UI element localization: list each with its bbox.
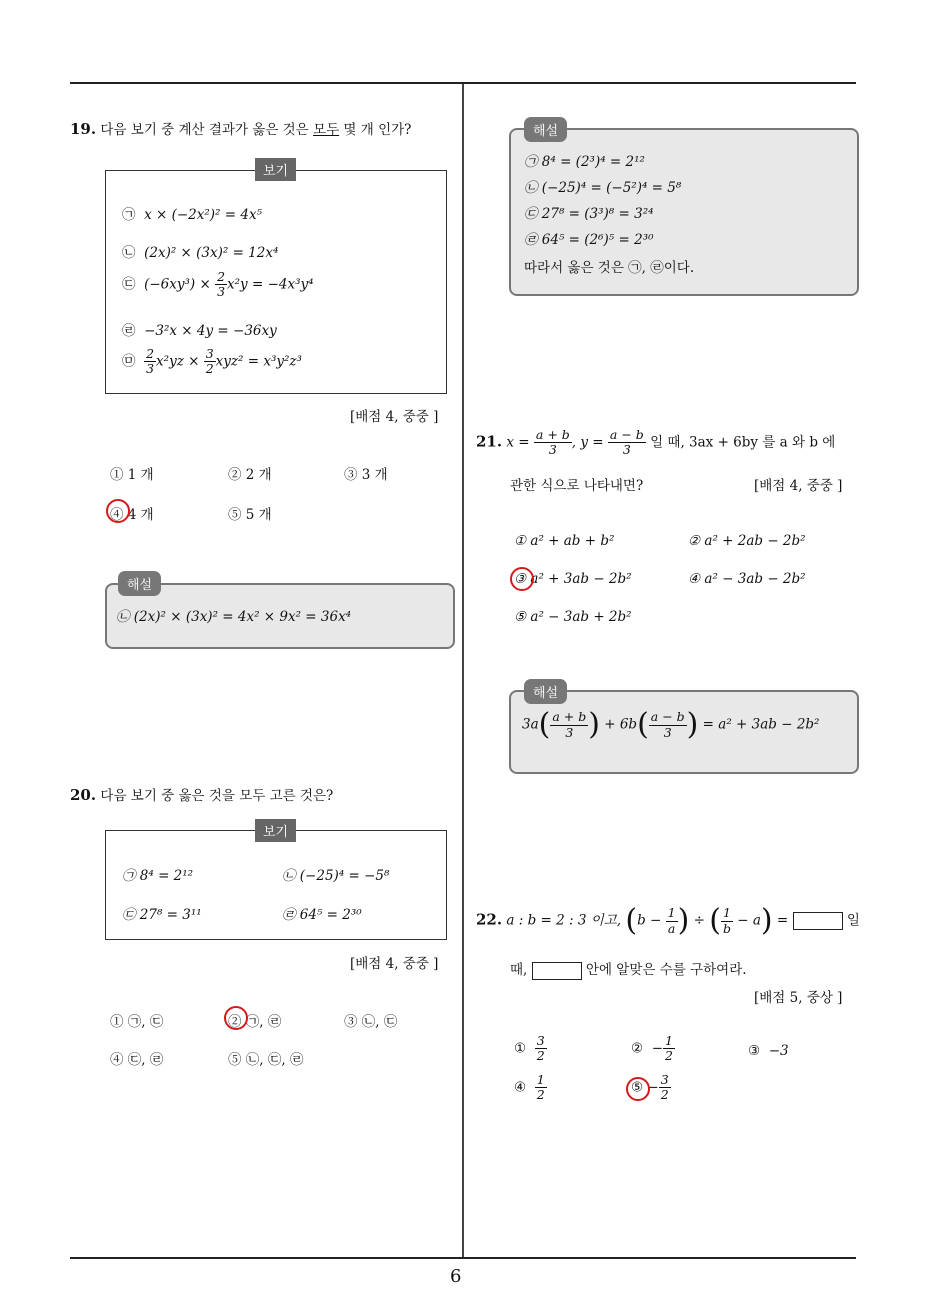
q22-choice-1[interactable]: ① $\frac{3}{2}$ — [514, 1033, 545, 1064]
q19-item-2: ㉡ (2x)² × (3x)² = 12x⁴ — [122, 245, 279, 261]
q20-answer-circle — [224, 1006, 248, 1030]
q20-solution-line-1: ㉠ 8⁴ = (2³)⁴ = 2¹² — [524, 154, 645, 170]
q20-choice-3[interactable]: ③ ㉡, ㉢ — [344, 1014, 398, 1030]
q21-choice-4[interactable]: ④ a² − 3ab − 2b² — [688, 571, 806, 587]
q20-solution-conclusion: 따라서 옳은 것은 ㉠, ㉣이다. — [524, 260, 695, 276]
q19-choice-5[interactable]: ⑤ 5 개 — [228, 507, 272, 523]
q19-item-3: ㉢ (−6xy³) × $\frac{2}{3}$ x²y = −4x³y⁴ — [122, 269, 314, 300]
q19-choice-4[interactable]: ④ 4 개 — [110, 507, 154, 523]
q22-choice-3[interactable]: ③ −3 — [748, 1043, 789, 1059]
q20-choice-4[interactable]: ④ ㉢, ㉣ — [110, 1052, 164, 1068]
q19-item-1: ㉠ x × (−2x²)² = 4x⁵ — [122, 207, 262, 223]
q20-box-label: 보기 — [255, 819, 296, 842]
q21-choice-2[interactable]: ② a² + 2ab − 2b² — [688, 533, 806, 549]
column-divider — [462, 84, 464, 1258]
q21-y-fraction: $\frac{a - b}{3}$ — [609, 427, 644, 458]
q21-answer-circle — [510, 567, 534, 591]
q21-x-fraction: $\frac{a + b}{3}$ — [535, 427, 570, 458]
q20-example-box — [105, 830, 447, 940]
q22-number: 22. — [476, 910, 503, 929]
q21-number: 21. — [476, 432, 503, 451]
q20-item-2: ㉡ (−25)⁴ = −5⁸ — [282, 868, 390, 884]
q20-solution-line-2: ㉡ (−25)⁴ = (−5²)⁴ = 5⁸ — [524, 180, 682, 196]
q20-score: [배점 4, 중중 ] — [350, 956, 439, 972]
q19-item-3-fraction: $\frac{2}{3}$ — [217, 269, 226, 300]
q20-item-4: ㉣ 64⁵ = 2³⁰ — [282, 907, 362, 923]
q21-question-line-1: 21. x = $\frac{a + b}{3}$ , y = $\frac{a - b}{3}$ 일 때, 3ax + 6by 를 a 와 b 에 — [476, 427, 836, 458]
q22-answer-blank-2[interactable] — [532, 962, 582, 980]
q21-choice-1[interactable]: ① a² + ab + b² — [514, 533, 615, 549]
q21-question-line-2: 관한 식으로 나타내면? — [510, 478, 644, 494]
q22-question-line-2: 때, 안에 알맞은 수를 구하여라. — [510, 962, 747, 978]
q22-choice-4[interactable]: ④ $\frac{1}{2}$ — [514, 1072, 545, 1103]
q21-solution-expr: 3a( $\frac{a + b}{3}$ ) + 6b( $\frac{a - b}{3}$ ) = a² + 3ab − 2b² — [522, 707, 820, 742]
q19-solution-text: ㉡ (2x)² × (3x)² = 4x² × 9x² = 36x⁴ — [116, 609, 352, 625]
q19-text-underline: 모두 — [313, 122, 340, 138]
q22-answer-blank[interactable] — [793, 912, 843, 930]
q19-score: [배점 4, 중중 ] — [350, 409, 439, 425]
q22-score: [배점 5, 중상 ] — [754, 990, 843, 1006]
page-number: 6 — [450, 1266, 462, 1287]
q22-choice-2[interactable]: ② − $\frac{1}{2}$ — [631, 1033, 673, 1064]
q20-number: 20. — [70, 786, 97, 804]
q22-answer-circle — [626, 1077, 650, 1101]
q21-solution-label: 해설 — [524, 679, 567, 704]
q21-choice-5[interactable]: ⑤ a² − 3ab + 2b² — [514, 609, 632, 625]
q21-choice-3[interactable]: ③ a² + 3ab − 2b² — [514, 571, 632, 587]
q22-choice-5[interactable]: ⑤ − $\frac{3}{2}$ — [631, 1072, 669, 1103]
q19-box-label: 보기 — [255, 158, 296, 181]
q19-item-5: ㉤ $\frac{2}{3}$ x²yz × $\frac{3}{2}$ xyz² = x³y²z³ — [122, 346, 302, 377]
q21-score: [배점 4, 중중 ] — [754, 478, 843, 494]
q20-choice-1[interactable]: ① ㉠, ㉢ — [110, 1014, 164, 1030]
q19-text-b: 몇 개 인가? — [339, 122, 412, 138]
q19-item-4: ㉣ −3²x × 4y = −36xy — [122, 323, 277, 339]
q19-choice-3[interactable]: ③ 3 개 — [344, 467, 388, 483]
bottom-rule — [70, 1257, 856, 1259]
q20-choice-2[interactable]: ② ㉠, ㉣ — [228, 1014, 282, 1030]
q20-question — [70, 784, 333, 804]
q19-number: 19. — [70, 120, 97, 138]
q19-answer-circle — [106, 499, 130, 523]
q20-solution-line-4: ㉣ 64⁵ = (2⁶)⁵ = 2³⁰ — [524, 232, 654, 248]
q20-item-3: ㉢ 27⁸ = 3¹¹ — [122, 907, 202, 923]
q19-question — [70, 118, 411, 138]
q20-solution-line-3: ㉢ 27⁸ = (3³)⁸ = 3²⁴ — [524, 206, 654, 222]
q20-text: 다음 보기 중 옳은 것을 모두 고른 것은? — [100, 788, 334, 804]
q20-item-1: ㉠ 8⁴ = 2¹² — [122, 868, 194, 884]
q22-question-line-1: 22. a : b = 2 : 3 이고, (b − $\frac{1}{a}$ ) ÷ ( $\frac{1}{b}$ − a) = 일 — [476, 903, 860, 938]
q20-choice-5[interactable]: ⑤ ㉡, ㉢, ㉣ — [228, 1052, 304, 1068]
q19-choice-2[interactable]: ② 2 개 — [228, 467, 272, 483]
q19-solution-label: 해설 — [118, 571, 161, 596]
q19-text-a: 다음 보기 중 계산 결과가 옳은 것은 — [100, 122, 314, 138]
q20-solution-label: 해설 — [524, 117, 567, 142]
q19-choice-1[interactable]: ① 1 개 — [110, 467, 154, 483]
